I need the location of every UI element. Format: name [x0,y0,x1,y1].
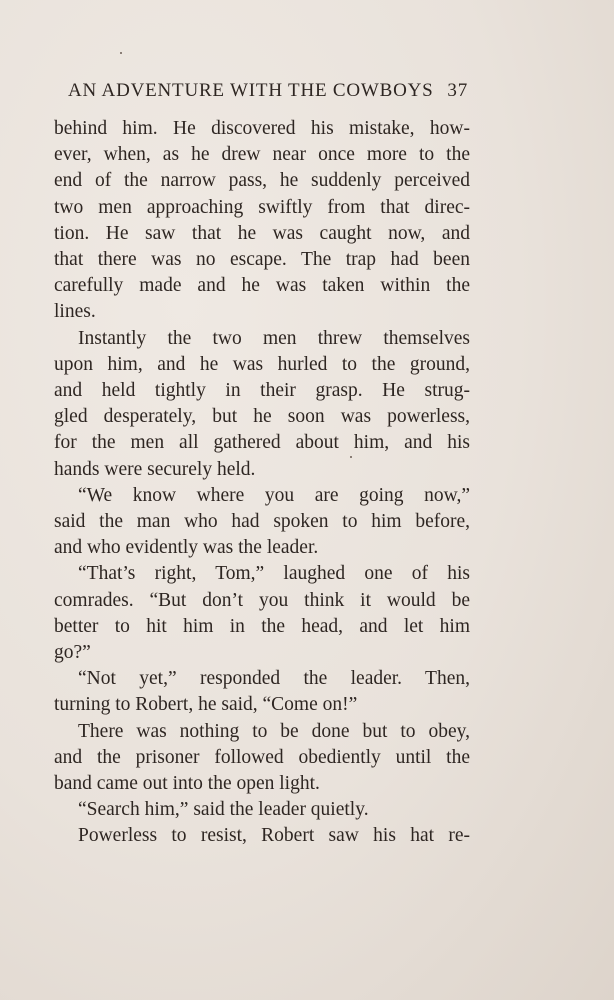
text-line: for the men all gathered about him, and his [54,432,470,454]
text-line: “We know where you are going now,” [78,484,470,506]
text-line: “That’s right, Tom,” laughed one of his [78,563,470,585]
text-line: tion. He saw that he was caught now, and [54,222,470,244]
text-line: gled desperately, but he soon was powerless, [54,406,470,428]
body-text [54,116,470,850]
text-line: two men approaching swiftly from that direc- [54,196,470,218]
running-title: AN ADVENTURE WITH THE COWBOYS [68,80,434,101]
text-line: and the prisoner followed obediently until the [54,746,470,768]
text-line: band came out into the open light. [54,773,320,795]
text-line: go?” [54,642,91,664]
text-line: better to hit him in the head, and let him [54,615,470,637]
text-line: Powerless to resist, Robert saw his hat re- [78,825,470,847]
text-line: hands were securely held. [54,458,256,480]
text-line: Instantly the two men threw themselves [78,327,470,349]
text-line: carefully made and he was taken within the [54,275,470,297]
text-line: ever, when, as he drew near once more to the [54,144,470,166]
text-line: upon him, and he was hurled to the ground, [54,353,470,375]
text-line: that there was no escape. The trap had been [54,249,470,271]
text-line: said the man who had spoken to him before, [54,511,470,533]
text-line: comrades. “But don’t you think it would be [54,589,470,611]
text-line: end of the narrow pass, he suddenly perceived [54,170,470,192]
text-line: “Not yet,” responded the leader. Then, [78,668,470,690]
page-number: 37 [447,80,468,101]
paper-speck [120,52,122,54]
text-line: turning to Robert, he said, “Come on!” [54,694,358,716]
text-line: and held tightly in their grasp. He strug- [54,380,470,402]
text-line: and who evidently was the leader. [54,537,319,559]
text-line: behind him. He discovered his mistake, how- [54,118,470,139]
text-line: lines. [54,301,96,323]
text-line: There was nothing to be done but to obey, [78,720,470,742]
running-header [68,80,468,102]
text-line: “Search him,” said the leader quietly. [78,799,369,821]
